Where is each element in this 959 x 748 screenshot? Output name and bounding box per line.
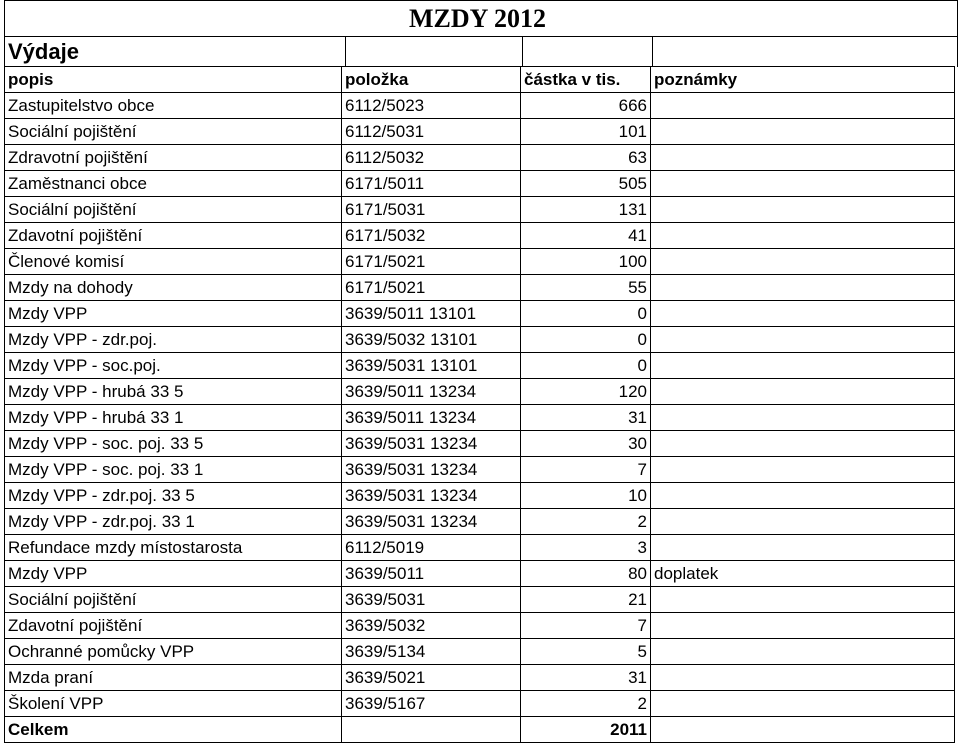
cell-polozka[interactable]: 3639/5031 (342, 587, 521, 613)
cell-polozka[interactable]: 3639/5011 13234 (342, 405, 521, 431)
cell-popis[interactable]: Mzdy VPP (5, 301, 342, 327)
cell-polozka[interactable]: 6171/5021 (342, 275, 521, 301)
cell-popis[interactable]: Zdavotní pojištění (5, 223, 342, 249)
cell-poznamky[interactable] (651, 587, 955, 613)
table-row (5, 405, 955, 431)
cell-polozka[interactable]: 6171/5031 (342, 197, 521, 223)
cell-poznamky[interactable] (651, 249, 955, 275)
cell-popis[interactable]: Zastupitelstvo obce (5, 93, 342, 119)
cell-poznamky[interactable] (651, 223, 955, 249)
table-row (5, 197, 955, 223)
cell-empty[interactable] (342, 717, 521, 743)
table-row (5, 613, 955, 639)
cell-poznamky[interactable] (651, 405, 955, 431)
cell-castka[interactable]: 31 (521, 665, 651, 691)
cell-polozka[interactable]: 6171/5032 (342, 223, 521, 249)
cell-poznamky[interactable] (651, 119, 955, 145)
cell-poznamky[interactable] (651, 665, 955, 691)
section-title: Výdaje (8, 39, 79, 64)
cell-poznamky[interactable] (651, 275, 955, 301)
cell-poznamky[interactable] (651, 171, 955, 197)
cell-polozka[interactable]: 3639/5011 13101 (342, 301, 521, 327)
total-label[interactable]: Celkem (5, 717, 342, 743)
cell-castka[interactable]: 7 (521, 613, 651, 639)
cell-castka[interactable]: 120 (521, 379, 651, 405)
cell-polozka[interactable]: 3639/5011 (342, 561, 521, 587)
column-divider (652, 36, 653, 66)
cell-popis[interactable]: Zdavotní pojištění (5, 613, 342, 639)
table-row (5, 587, 955, 613)
cell-popis[interactable]: Sociální pojištění (5, 587, 342, 613)
cell-polozka[interactable]: 3639/5011 13234 (342, 379, 521, 405)
cell-popis[interactable]: Sociální pojištění (5, 197, 342, 223)
cell-polozka[interactable]: 3639/5031 13234 (342, 457, 521, 483)
cell-castka[interactable]: 3 (521, 535, 651, 561)
cell-castka[interactable]: 666 (521, 93, 651, 119)
cell-popis[interactable]: Mzdy VPP - soc.poj. (5, 353, 342, 379)
cell-poznamky[interactable] (651, 613, 955, 639)
cell-popis[interactable]: Mzdy VPP - hrubá 33 5 (5, 379, 342, 405)
cell-popis[interactable]: Refundace mzdy místostarosta (5, 535, 342, 561)
wages-table (4, 66, 955, 743)
cell-popis[interactable]: Sociální pojištění (5, 119, 342, 145)
cell-popis[interactable]: Mzdy VPP - zdr.poj. (5, 327, 342, 353)
cell-poznamky[interactable] (651, 691, 955, 717)
cell-popis[interactable]: Mzdy VPP (5, 561, 342, 587)
cell-poznamky[interactable] (651, 145, 955, 171)
page-title: MZDY 2012 (409, 4, 546, 33)
cell-polozka[interactable]: 3639/5031 13234 (342, 509, 521, 535)
cell-poznamky[interactable] (651, 457, 955, 483)
cell-poznamky[interactable] (651, 509, 955, 535)
table-row (5, 639, 955, 665)
cell-polozka[interactable]: 3639/5031 13234 (342, 431, 521, 457)
table-row (5, 301, 955, 327)
cell-popis[interactable]: Mzdy VPP - soc. poj. 33 5 (5, 431, 342, 457)
cell-castka[interactable]: 2 (521, 691, 651, 717)
table-row (5, 353, 955, 379)
cell-poznamky[interactable] (651, 301, 955, 327)
cell-polozka[interactable]: 3639/5167 (342, 691, 521, 717)
cell-polozka[interactable]: 3639/5032 (342, 613, 521, 639)
cell-polozka[interactable]: 3639/5032 13101 (342, 327, 521, 353)
table-header-row (5, 67, 955, 93)
table-row (5, 223, 955, 249)
table-row (5, 249, 955, 275)
cell-popis[interactable]: Mzda praní (5, 665, 342, 691)
cell-poznamky[interactable] (651, 431, 955, 457)
total-value[interactable]: 2011 (521, 717, 651, 743)
table-row (5, 691, 955, 717)
cell-popis[interactable]: Školení VPP (5, 691, 342, 717)
table-row (5, 483, 955, 509)
cell-polozka[interactable]: 6112/5032 (342, 145, 521, 171)
cell-castka[interactable]: 80 (521, 561, 651, 587)
cell-popis[interactable]: Ochranné pomůcky VPP (5, 639, 342, 665)
total-row (5, 717, 955, 743)
table-row (5, 145, 955, 171)
cell-castka[interactable]: 0 (521, 301, 651, 327)
table-row (5, 93, 955, 119)
cell-poznamky[interactable] (651, 353, 955, 379)
cell-poznamky[interactable] (651, 483, 955, 509)
cell-popis[interactable]: Mzdy VPP - zdr.poj. 33 5 (5, 483, 342, 509)
table-row (5, 509, 955, 535)
header-popis[interactable]: popis (5, 67, 342, 93)
cell-castka[interactable]: 10 (521, 483, 651, 509)
cell-polozka[interactable]: 3639/5021 (342, 665, 521, 691)
cell-castka[interactable]: 101 (521, 119, 651, 145)
cell-polozka[interactable]: 3639/5031 13101 (342, 353, 521, 379)
table-row (5, 275, 955, 301)
cell-castka[interactable]: 0 (521, 353, 651, 379)
cell-poznamky[interactable] (651, 197, 955, 223)
cell-polozka[interactable]: 3639/5134 (342, 639, 521, 665)
cell-polozka[interactable]: 6171/5011 (342, 171, 521, 197)
cell-empty[interactable] (651, 717, 955, 743)
cell-castka[interactable]: 0 (521, 327, 651, 353)
cell-popis[interactable]: Zdravotní pojištění (5, 145, 342, 171)
table-row (5, 665, 955, 691)
cell-polozka[interactable]: 6112/5023 (342, 93, 521, 119)
table-row (5, 327, 955, 353)
cell-polozka[interactable]: 6112/5031 (342, 119, 521, 145)
cell-castka[interactable]: 505 (521, 171, 651, 197)
cell-popis[interactable]: Mzdy VPP - zdr.poj. 33 1 (5, 509, 342, 535)
cell-castka[interactable]: 7 (521, 457, 651, 483)
cell-castka[interactable]: 5 (521, 639, 651, 665)
header-castka[interactable]: částka v tis. (521, 67, 651, 93)
table-row (5, 431, 955, 457)
cell-popis[interactable]: Zaměstnanci obce (5, 171, 342, 197)
cell-castka[interactable]: 131 (521, 197, 651, 223)
cell-castka[interactable]: 63 (521, 145, 651, 171)
cell-castka[interactable]: 31 (521, 405, 651, 431)
header-poznamky[interactable]: poznámky (651, 67, 955, 93)
table-row (5, 379, 955, 405)
cell-polozka[interactable]: 6171/5021 (342, 249, 521, 275)
cell-castka[interactable]: 30 (521, 431, 651, 457)
cell-castka[interactable]: 55 (521, 275, 651, 301)
cell-poznamky[interactable] (651, 93, 955, 119)
cell-popis[interactable]: Mzdy VPP - soc. poj. 33 1 (5, 457, 342, 483)
cell-castka[interactable]: 100 (521, 249, 651, 275)
section-row (4, 36, 957, 68)
cell-castka[interactable]: 2 (521, 509, 651, 535)
table-row (5, 171, 955, 197)
cell-castka[interactable]: 21 (521, 587, 651, 613)
table-row (5, 119, 955, 145)
cell-poznamky[interactable]: doplatek (651, 561, 955, 587)
cell-polozka[interactable]: 6112/5019 (342, 535, 521, 561)
table-row (5, 457, 955, 483)
cell-castka[interactable]: 41 (521, 223, 651, 249)
table-row (5, 561, 955, 587)
table-row (5, 535, 955, 561)
cell-popis[interactable]: Členové komisí (5, 249, 342, 275)
column-divider (522, 36, 523, 66)
cell-poznamky[interactable] (651, 639, 955, 665)
cell-poznamky[interactable] (651, 535, 955, 561)
header-polozka[interactable]: položka (342, 67, 521, 93)
cell-polozka[interactable]: 3639/5031 13234 (342, 483, 521, 509)
cell-poznamky[interactable] (651, 327, 955, 353)
cell-popis[interactable]: Mzdy VPP - hrubá 33 1 (5, 405, 342, 431)
title-row (4, 0, 957, 36)
cell-poznamky[interactable] (651, 379, 955, 405)
cell-popis[interactable]: Mzdy na dohody (5, 275, 342, 301)
column-divider (345, 36, 346, 66)
